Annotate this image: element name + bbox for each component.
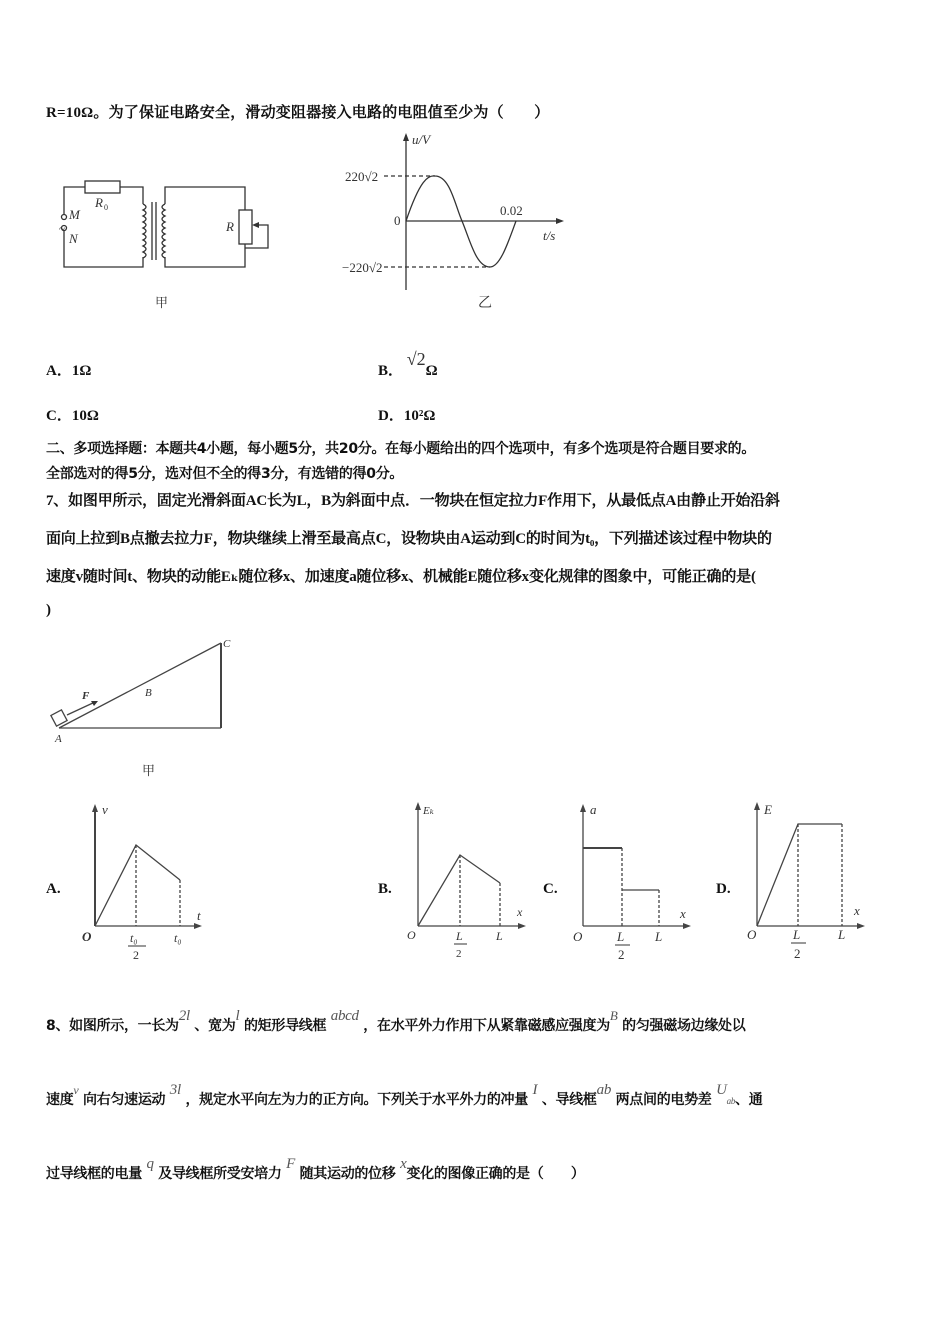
length-2l-math: 2l — [178, 1008, 190, 1024]
y-axis-label: Eₖ — [423, 805, 434, 817]
q8-text: 、导线框 — [541, 1092, 597, 1108]
q8-text: 过导线框的电量 — [46, 1166, 142, 1182]
section2-line1: 二、多项选择题：本题共4小题，每小题5分，共20分。在每小题给出的四个选项中，有多个选项是符合题目要求的。 — [46, 441, 756, 457]
r0-sub-label: 0 — [104, 203, 108, 212]
tick-full: L — [496, 929, 503, 943]
x-axis-label: t/s — [543, 228, 556, 243]
origin-label: 0 — [394, 213, 401, 228]
tick-full: L — [838, 927, 846, 942]
q8-text: ，规定水平向左为力的正方向。下列关于水平外力的冲量 — [185, 1092, 528, 1108]
terminal-n-label: N — [69, 231, 78, 246]
q6-option-c[interactable] — [46, 404, 99, 425]
tick-half-numerator: L — [617, 929, 625, 944]
point-a-label: A — [55, 733, 62, 745]
tick-half-numerator: L — [793, 927, 801, 942]
incline-figure — [45, 632, 245, 782]
ac-symbol: ~ — [59, 223, 65, 235]
q8-text: 、宽为 — [194, 1018, 236, 1034]
q7-option-a-key[interactable]: A. — [46, 881, 61, 897]
option-key: D． — [378, 408, 404, 424]
tick-half-denominator: 2 — [794, 946, 801, 961]
field-b-math: B — [609, 1008, 618, 1023]
q8-text: 随其运动的位移 — [299, 1166, 396, 1182]
q8-text: 及导线框所受安培力 — [158, 1166, 282, 1182]
origin-label: O — [407, 928, 416, 942]
point-b-label: B — [145, 687, 152, 699]
r-label: R — [226, 219, 234, 234]
q7-line3: 速度v随时间t、物块的动能Eₖ随位移x、加速度a随位移x、机械能E随位移x变化规律的图象中，可能正确的是( — [46, 569, 756, 585]
ymax-label: 220√2 — [345, 169, 379, 184]
sqrt2-math: √2 — [406, 349, 426, 369]
q8-text: 8、如图所示，一长为 — [46, 1018, 179, 1034]
q6-option-b[interactable] — [378, 349, 438, 380]
impulse-i-math: I — [532, 1082, 538, 1098]
q7-option-c-key[interactable]: C. — [543, 881, 558, 897]
q7-option-d-graph[interactable] — [744, 798, 874, 968]
option-key: B． — [378, 363, 404, 379]
q7-option-c-graph[interactable] — [570, 798, 700, 968]
q7-option-a-graph[interactable] — [80, 798, 230, 968]
y-axis-label: u/V — [412, 132, 431, 147]
voltage-u-subscript: ab — [726, 1096, 736, 1106]
option-key: C． — [46, 408, 72, 424]
fig-yi-caption: 乙 — [478, 296, 492, 311]
ymin-label: −220√2 — [342, 260, 383, 275]
tick-full: t₀ — [174, 931, 182, 945]
q8-text: 变化的图像正确的是（ ） — [406, 1166, 585, 1182]
q6-option-d[interactable] — [378, 404, 435, 425]
distance-3l-math: 3l — [169, 1082, 181, 1098]
tick-half-numerator: L — [456, 929, 463, 943]
q8-line2 — [46, 1082, 763, 1109]
option-text: Ω — [425, 363, 438, 379]
tick-half-denominator: 2 — [456, 948, 462, 960]
option-text: 10²Ω — [403, 408, 436, 424]
q8-text: 的匀强磁场边缘处以 — [622, 1018, 746, 1034]
q8-line3 — [46, 1156, 585, 1183]
tick-half-numerator: t₀ — [130, 931, 138, 945]
fig-jia-caption-q7: 甲 — [142, 763, 156, 778]
q7-line4: ) — [46, 602, 52, 618]
points-ab-math: ab — [596, 1082, 612, 1098]
tick-half-denominator: 2 — [133, 948, 139, 962]
option-key: A． — [46, 363, 72, 379]
q7-option-b-key[interactable]: B. — [378, 881, 392, 897]
y-axis-label: E — [764, 802, 772, 817]
velocity-v-math: v — [73, 1083, 79, 1097]
period-label: 0.02 — [500, 203, 523, 218]
q8-text: 的矩形导线框 — [243, 1018, 327, 1034]
origin-label: O — [82, 929, 92, 944]
x-axis-label: x — [517, 905, 523, 919]
voltage-u-math: U — [716, 1082, 727, 1098]
q7-option-d-key[interactable]: D. — [716, 881, 731, 897]
q8-text: 向右匀速运动 — [83, 1092, 166, 1108]
displacement-x-math: x — [400, 1156, 407, 1172]
q8-line1 — [46, 1008, 746, 1035]
section2-line2: 全部选对的得5分，选对但不全的得3分，有选错的得0分。 — [46, 466, 404, 482]
origin-label: O — [573, 929, 583, 944]
frame-abcd-math: abcd — [330, 1008, 359, 1024]
r0-label: R — [95, 195, 103, 210]
q8-text: 速度 — [46, 1092, 74, 1108]
point-c-label: C — [223, 638, 231, 650]
voltage-sine-chart — [340, 125, 580, 315]
q7-line1: 7、如图甲所示，固定光滑斜面AC长为L，B为斜面中点．一物块在恒定拉力F作用下，从最低点A由静止开始沿斜 — [46, 493, 780, 509]
terminal-m-label: M — [69, 207, 80, 222]
fig-jia-caption: 甲 — [155, 295, 169, 310]
tick-full: L — [655, 929, 663, 944]
force-f-label: F — [82, 690, 90, 702]
option-text: 10Ω — [71, 408, 99, 424]
charge-q-math: q — [146, 1156, 154, 1172]
width-l-math: l — [235, 1008, 240, 1024]
q7-line2: 面向上拉到B点撤去拉力F，物块继续上滑至最高点C，设物块由A运动到C的时间为t₀，下列描述该过程中物块的 — [46, 531, 772, 547]
x-axis-label: t — [197, 908, 201, 923]
x-axis-label: x — [854, 903, 860, 918]
q8-text: 、通 — [735, 1092, 763, 1108]
q6-stem: R=10Ω。为了保证电路安全，滑动变阻器接入电路的电阻值至少为（ ） — [46, 105, 550, 121]
x-axis-label: x — [680, 906, 686, 921]
transformer-circuit-figure — [55, 172, 285, 312]
y-axis-label: a — [590, 802, 597, 817]
q7-option-b-graph[interactable] — [405, 798, 535, 968]
force-f-math: F — [286, 1156, 296, 1172]
option-text: 1Ω — [71, 363, 92, 379]
q8-text: 两点间的电势差 — [615, 1092, 712, 1108]
y-axis-label: v — [102, 802, 108, 817]
q6-option-a[interactable] — [46, 359, 91, 380]
origin-label: O — [747, 927, 757, 942]
tick-half-denominator: 2 — [618, 947, 625, 962]
q8-text: ，在水平外力作用下从紧靠磁感应强度为 — [363, 1018, 610, 1034]
